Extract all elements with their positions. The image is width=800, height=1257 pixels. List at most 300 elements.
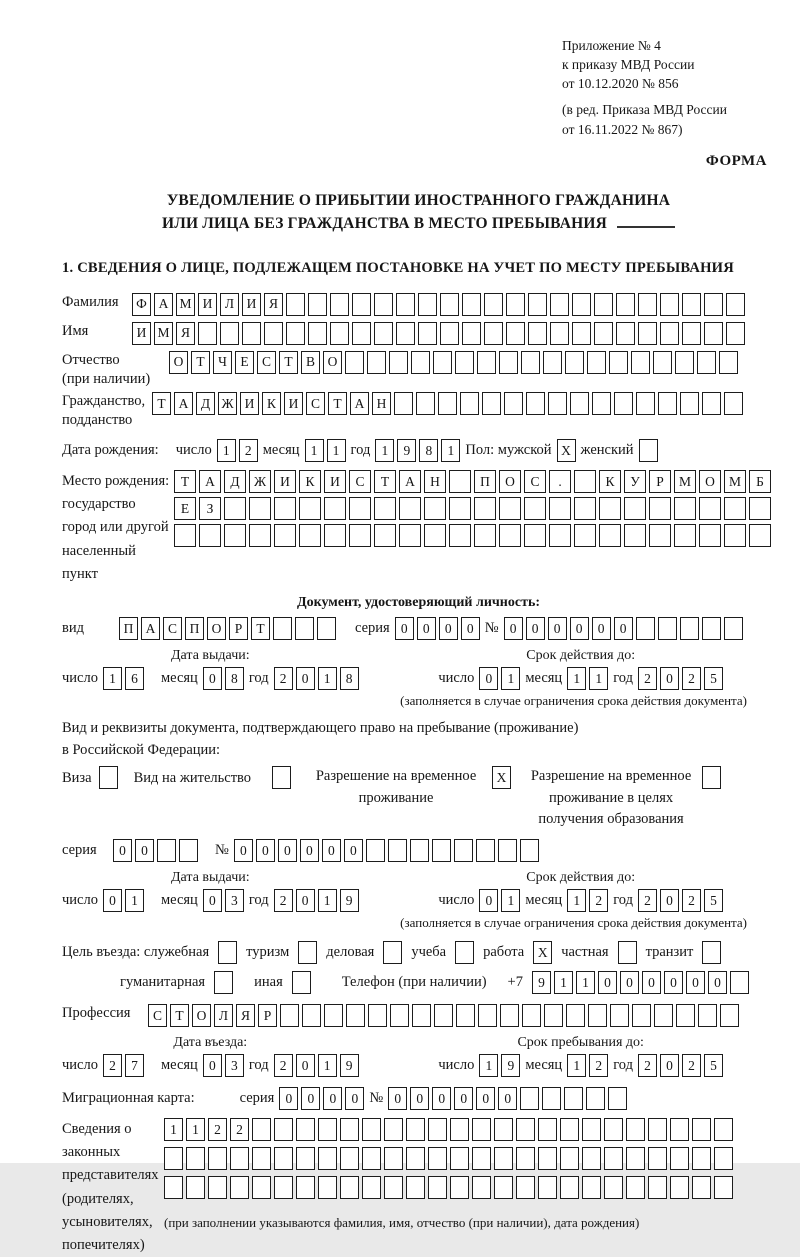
char-cell[interactable]: 1 bbox=[567, 667, 586, 690]
char-cell[interactable] bbox=[599, 497, 621, 520]
char-cell[interactable]: 9 bbox=[340, 889, 359, 912]
char-cell[interactable]: И bbox=[132, 322, 151, 345]
char-cell[interactable] bbox=[454, 839, 473, 862]
char-cell[interactable] bbox=[299, 524, 321, 547]
char-cell[interactable] bbox=[274, 524, 296, 547]
char-cell[interactable] bbox=[506, 322, 525, 345]
char-cell[interactable] bbox=[317, 617, 336, 640]
char-cell[interactable] bbox=[638, 322, 657, 345]
char-cell[interactable] bbox=[566, 1004, 585, 1027]
char-cell[interactable] bbox=[730, 971, 749, 994]
char-cell[interactable]: Б bbox=[749, 470, 771, 493]
char-cell[interactable] bbox=[230, 1176, 249, 1199]
char-cell[interactable] bbox=[724, 392, 743, 415]
char-cell[interactable] bbox=[208, 1176, 227, 1199]
char-cell[interactable] bbox=[472, 1176, 491, 1199]
char-cell[interactable] bbox=[692, 1176, 711, 1199]
char-cell[interactable]: Я bbox=[264, 293, 283, 316]
char-cell[interactable] bbox=[186, 1176, 205, 1199]
char-cell[interactable] bbox=[280, 1004, 299, 1027]
char-cell[interactable] bbox=[499, 497, 521, 520]
char-cell[interactable] bbox=[582, 1176, 601, 1199]
char-cell[interactable]: Ч bbox=[213, 351, 232, 374]
char-cell[interactable] bbox=[362, 1147, 381, 1170]
char-cell[interactable]: С bbox=[349, 470, 371, 493]
char-cell[interactable] bbox=[418, 293, 437, 316]
char-cell[interactable] bbox=[586, 1087, 605, 1110]
char-cell[interactable] bbox=[374, 497, 396, 520]
char-cell[interactable] bbox=[330, 322, 349, 345]
char-cell[interactable] bbox=[296, 1118, 315, 1141]
char-cell[interactable]: 0 bbox=[642, 971, 661, 994]
char-cell[interactable]: А bbox=[141, 617, 160, 640]
char-cell[interactable] bbox=[164, 1176, 183, 1199]
char-cell[interactable]: 0 bbox=[498, 1087, 517, 1110]
char-cell[interactable] bbox=[499, 351, 518, 374]
char-cell[interactable]: А bbox=[174, 392, 193, 415]
char-cell[interactable]: 2 bbox=[274, 889, 293, 912]
char-cell[interactable] bbox=[198, 322, 217, 345]
char-cell[interactable]: 0 bbox=[345, 1087, 364, 1110]
char-cell[interactable]: 0 bbox=[592, 617, 611, 640]
char-cell[interactable] bbox=[494, 1176, 513, 1199]
char-cell[interactable] bbox=[476, 839, 495, 862]
char-cell[interactable] bbox=[604, 1176, 623, 1199]
char-cell[interactable] bbox=[472, 1147, 491, 1170]
char-cell[interactable]: Р bbox=[229, 617, 248, 640]
char-cell[interactable] bbox=[274, 1118, 293, 1141]
char-cell[interactable] bbox=[412, 1004, 431, 1027]
char-cell[interactable] bbox=[428, 1147, 447, 1170]
char-cell[interactable]: 1 bbox=[441, 439, 460, 462]
char-cell[interactable]: X bbox=[533, 941, 552, 964]
char-cell[interactable] bbox=[749, 524, 771, 547]
char-cell[interactable] bbox=[638, 293, 657, 316]
char-cell[interactable] bbox=[434, 1004, 453, 1027]
char-cell[interactable]: Т bbox=[251, 617, 270, 640]
char-cell[interactable]: 0 bbox=[417, 617, 436, 640]
char-cell[interactable]: 0 bbox=[439, 617, 458, 640]
char-cell[interactable] bbox=[582, 1118, 601, 1141]
char-cell[interactable]: Д bbox=[196, 392, 215, 415]
char-cell[interactable] bbox=[592, 392, 611, 415]
char-cell[interactable] bbox=[433, 351, 452, 374]
char-cell[interactable] bbox=[626, 1147, 645, 1170]
char-cell[interactable]: 0 bbox=[598, 971, 617, 994]
char-cell[interactable] bbox=[199, 524, 221, 547]
char-cell[interactable] bbox=[349, 524, 371, 547]
char-cell[interactable]: А bbox=[399, 470, 421, 493]
char-cell[interactable]: 1 bbox=[554, 971, 573, 994]
char-cell[interactable] bbox=[494, 1147, 513, 1170]
char-cell[interactable]: И bbox=[242, 293, 261, 316]
char-cell[interactable]: 0 bbox=[461, 617, 480, 640]
char-cell[interactable]: 2 bbox=[589, 889, 608, 912]
char-cell[interactable] bbox=[549, 497, 571, 520]
char-cell[interactable] bbox=[440, 293, 459, 316]
char-cell[interactable]: 2 bbox=[239, 439, 258, 462]
char-cell[interactable] bbox=[389, 351, 408, 374]
char-cell[interactable]: 2 bbox=[638, 1054, 657, 1077]
char-cell[interactable]: А bbox=[199, 470, 221, 493]
char-cell[interactable]: 1 bbox=[501, 667, 520, 690]
char-cell[interactable] bbox=[292, 971, 311, 994]
char-cell[interactable]: Ж bbox=[218, 392, 237, 415]
char-cell[interactable] bbox=[418, 322, 437, 345]
char-cell[interactable] bbox=[367, 351, 386, 374]
char-cell[interactable] bbox=[550, 322, 569, 345]
char-cell[interactable] bbox=[286, 293, 305, 316]
char-cell[interactable] bbox=[548, 392, 567, 415]
char-cell[interactable] bbox=[574, 524, 596, 547]
char-cell[interactable]: 0 bbox=[344, 839, 363, 862]
char-cell[interactable] bbox=[472, 1118, 491, 1141]
char-cell[interactable] bbox=[544, 1004, 563, 1027]
char-cell[interactable]: С bbox=[148, 1004, 167, 1027]
char-cell[interactable] bbox=[560, 1147, 579, 1170]
char-cell[interactable] bbox=[526, 392, 545, 415]
char-cell[interactable] bbox=[230, 1147, 249, 1170]
char-cell[interactable]: Т bbox=[328, 392, 347, 415]
char-cell[interactable] bbox=[616, 322, 635, 345]
char-cell[interactable] bbox=[698, 1004, 717, 1027]
char-cell[interactable]: 0 bbox=[113, 839, 132, 862]
char-cell[interactable] bbox=[272, 766, 291, 789]
char-cell[interactable] bbox=[560, 1118, 579, 1141]
char-cell[interactable]: 0 bbox=[103, 889, 122, 912]
char-cell[interactable] bbox=[702, 392, 721, 415]
char-cell[interactable] bbox=[522, 1004, 541, 1027]
char-cell[interactable] bbox=[432, 839, 451, 862]
char-cell[interactable]: О bbox=[192, 1004, 211, 1027]
char-cell[interactable]: 0 bbox=[296, 1054, 315, 1077]
char-cell[interactable] bbox=[724, 617, 743, 640]
char-cell[interactable] bbox=[362, 1176, 381, 1199]
char-cell[interactable] bbox=[704, 293, 723, 316]
char-cell[interactable] bbox=[208, 1147, 227, 1170]
char-cell[interactable] bbox=[450, 1147, 469, 1170]
char-cell[interactable]: 0 bbox=[301, 1087, 320, 1110]
char-cell[interactable] bbox=[345, 351, 364, 374]
char-cell[interactable] bbox=[411, 351, 430, 374]
char-cell[interactable] bbox=[702, 617, 721, 640]
char-cell[interactable]: 1 bbox=[479, 1054, 498, 1077]
char-cell[interactable] bbox=[396, 293, 415, 316]
char-cell[interactable] bbox=[424, 497, 446, 520]
char-cell[interactable]: 0 bbox=[203, 1054, 222, 1077]
char-cell[interactable] bbox=[450, 1118, 469, 1141]
char-cell[interactable] bbox=[399, 524, 421, 547]
char-cell[interactable] bbox=[390, 1004, 409, 1027]
char-cell[interactable] bbox=[614, 392, 633, 415]
char-cell[interactable]: . bbox=[549, 470, 571, 493]
char-cell[interactable] bbox=[252, 1176, 271, 1199]
char-cell[interactable]: 0 bbox=[620, 971, 639, 994]
char-cell[interactable]: 5 bbox=[704, 667, 723, 690]
char-cell[interactable]: Т bbox=[170, 1004, 189, 1027]
char-cell[interactable] bbox=[719, 351, 738, 374]
char-cell[interactable]: О bbox=[323, 351, 342, 374]
char-cell[interactable] bbox=[660, 322, 679, 345]
char-cell[interactable]: 1 bbox=[375, 439, 394, 462]
char-cell[interactable] bbox=[550, 293, 569, 316]
char-cell[interactable]: Л bbox=[214, 1004, 233, 1027]
char-cell[interactable] bbox=[286, 322, 305, 345]
char-cell[interactable]: 0 bbox=[614, 617, 633, 640]
char-cell[interactable]: Т bbox=[279, 351, 298, 374]
char-cell[interactable]: 0 bbox=[476, 1087, 495, 1110]
char-cell[interactable] bbox=[500, 1004, 519, 1027]
char-cell[interactable]: 1 bbox=[164, 1118, 183, 1141]
char-cell[interactable]: Р bbox=[649, 470, 671, 493]
char-cell[interactable]: 0 bbox=[479, 667, 498, 690]
char-cell[interactable]: 7 bbox=[125, 1054, 144, 1077]
char-cell[interactable]: П bbox=[119, 617, 138, 640]
char-cell[interactable]: 0 bbox=[410, 1087, 429, 1110]
char-cell[interactable] bbox=[474, 497, 496, 520]
char-cell[interactable]: С bbox=[306, 392, 325, 415]
char-cell[interactable]: 1 bbox=[186, 1118, 205, 1141]
char-cell[interactable] bbox=[308, 293, 327, 316]
char-cell[interactable] bbox=[340, 1176, 359, 1199]
char-cell[interactable] bbox=[449, 470, 471, 493]
char-cell[interactable] bbox=[528, 293, 547, 316]
char-cell[interactable] bbox=[330, 293, 349, 316]
char-cell[interactable] bbox=[362, 1118, 381, 1141]
char-cell[interactable] bbox=[302, 1004, 321, 1027]
char-cell[interactable] bbox=[384, 1176, 403, 1199]
char-cell[interactable] bbox=[506, 293, 525, 316]
char-cell[interactable] bbox=[682, 322, 701, 345]
char-cell[interactable] bbox=[484, 293, 503, 316]
char-cell[interactable] bbox=[346, 1004, 365, 1027]
char-cell[interactable]: 1 bbox=[305, 439, 324, 462]
char-cell[interactable] bbox=[406, 1147, 425, 1170]
char-cell[interactable] bbox=[456, 1004, 475, 1027]
char-cell[interactable] bbox=[274, 1147, 293, 1170]
char-cell[interactable] bbox=[549, 524, 571, 547]
char-cell[interactable] bbox=[524, 497, 546, 520]
char-cell[interactable]: 2 bbox=[208, 1118, 227, 1141]
char-cell[interactable]: 0 bbox=[203, 667, 222, 690]
char-cell[interactable]: Я bbox=[176, 322, 195, 345]
char-cell[interactable]: Ф bbox=[132, 293, 151, 316]
char-cell[interactable] bbox=[648, 1176, 667, 1199]
char-cell[interactable]: 0 bbox=[234, 839, 253, 862]
char-cell[interactable]: Я bbox=[236, 1004, 255, 1027]
char-cell[interactable]: М bbox=[176, 293, 195, 316]
char-cell[interactable] bbox=[699, 524, 721, 547]
char-cell[interactable]: 9 bbox=[397, 439, 416, 462]
char-cell[interactable] bbox=[565, 351, 584, 374]
char-cell[interactable]: 1 bbox=[103, 667, 122, 690]
char-cell[interactable]: 1 bbox=[125, 889, 144, 912]
char-cell[interactable]: 3 bbox=[225, 889, 244, 912]
char-cell[interactable]: Т bbox=[191, 351, 210, 374]
char-cell[interactable] bbox=[308, 322, 327, 345]
char-cell[interactable]: П bbox=[474, 470, 496, 493]
char-cell[interactable] bbox=[449, 524, 471, 547]
char-cell[interactable]: 0 bbox=[686, 971, 705, 994]
char-cell[interactable]: 0 bbox=[395, 617, 414, 640]
char-cell[interactable]: 0 bbox=[388, 1087, 407, 1110]
char-cell[interactable]: 1 bbox=[217, 439, 236, 462]
char-cell[interactable] bbox=[649, 497, 671, 520]
char-cell[interactable]: 0 bbox=[322, 839, 341, 862]
char-cell[interactable]: 0 bbox=[296, 667, 315, 690]
char-cell[interactable] bbox=[610, 1004, 629, 1027]
char-cell[interactable]: 0 bbox=[296, 889, 315, 912]
char-cell[interactable] bbox=[324, 1004, 343, 1027]
char-cell[interactable] bbox=[524, 524, 546, 547]
char-cell[interactable]: И bbox=[198, 293, 217, 316]
char-cell[interactable] bbox=[249, 497, 271, 520]
char-cell[interactable] bbox=[218, 941, 237, 964]
char-cell[interactable] bbox=[474, 524, 496, 547]
char-cell[interactable] bbox=[582, 1147, 601, 1170]
char-cell[interactable]: 1 bbox=[318, 667, 337, 690]
char-cell[interactable]: К bbox=[599, 470, 621, 493]
char-cell[interactable] bbox=[624, 497, 646, 520]
char-cell[interactable]: 1 bbox=[567, 889, 586, 912]
char-cell[interactable]: М bbox=[154, 322, 173, 345]
char-cell[interactable] bbox=[720, 1004, 739, 1027]
char-cell[interactable] bbox=[220, 322, 239, 345]
char-cell[interactable] bbox=[587, 351, 606, 374]
char-cell[interactable]: 1 bbox=[589, 667, 608, 690]
char-cell[interactable] bbox=[477, 351, 496, 374]
char-cell[interactable]: 8 bbox=[225, 667, 244, 690]
char-cell[interactable] bbox=[670, 1176, 689, 1199]
char-cell[interactable] bbox=[516, 1147, 535, 1170]
char-cell[interactable] bbox=[588, 1004, 607, 1027]
char-cell[interactable] bbox=[299, 497, 321, 520]
char-cell[interactable] bbox=[179, 839, 198, 862]
char-cell[interactable] bbox=[542, 1087, 561, 1110]
char-cell[interactable] bbox=[406, 1176, 425, 1199]
char-cell[interactable] bbox=[318, 1176, 337, 1199]
char-cell[interactable] bbox=[636, 617, 655, 640]
char-cell[interactable]: 2 bbox=[682, 1054, 701, 1077]
char-cell[interactable] bbox=[416, 392, 435, 415]
char-cell[interactable] bbox=[214, 971, 233, 994]
char-cell[interactable]: 1 bbox=[501, 889, 520, 912]
char-cell[interactable] bbox=[274, 497, 296, 520]
char-cell[interactable]: 0 bbox=[454, 1087, 473, 1110]
char-cell[interactable]: 9 bbox=[501, 1054, 520, 1077]
char-cell[interactable]: И bbox=[240, 392, 259, 415]
char-cell[interactable] bbox=[660, 293, 679, 316]
char-cell[interactable] bbox=[455, 941, 474, 964]
char-cell[interactable] bbox=[273, 617, 292, 640]
char-cell[interactable] bbox=[538, 1118, 557, 1141]
char-cell[interactable] bbox=[636, 392, 655, 415]
char-cell[interactable]: 1 bbox=[318, 889, 337, 912]
char-cell[interactable] bbox=[631, 351, 650, 374]
char-cell[interactable]: И bbox=[324, 470, 346, 493]
char-cell[interactable] bbox=[704, 322, 723, 345]
char-cell[interactable] bbox=[670, 1118, 689, 1141]
char-cell[interactable] bbox=[699, 497, 721, 520]
char-cell[interactable]: 2 bbox=[103, 1054, 122, 1077]
char-cell[interactable]: 9 bbox=[340, 1054, 359, 1077]
char-cell[interactable]: А bbox=[154, 293, 173, 316]
char-cell[interactable] bbox=[572, 293, 591, 316]
char-cell[interactable] bbox=[702, 766, 721, 789]
char-cell[interactable] bbox=[478, 1004, 497, 1027]
char-cell[interactable]: С bbox=[257, 351, 276, 374]
char-cell[interactable]: 2 bbox=[638, 889, 657, 912]
char-cell[interactable]: А bbox=[350, 392, 369, 415]
char-cell[interactable] bbox=[692, 1118, 711, 1141]
char-cell[interactable]: Т bbox=[174, 470, 196, 493]
char-cell[interactable] bbox=[340, 1147, 359, 1170]
char-cell[interactable] bbox=[516, 1118, 535, 1141]
char-cell[interactable] bbox=[428, 1176, 447, 1199]
char-cell[interactable] bbox=[438, 392, 457, 415]
char-cell[interactable] bbox=[520, 839, 539, 862]
char-cell[interactable] bbox=[498, 839, 517, 862]
char-cell[interactable]: Н bbox=[372, 392, 391, 415]
char-cell[interactable]: 1 bbox=[576, 971, 595, 994]
char-cell[interactable] bbox=[352, 293, 371, 316]
char-cell[interactable] bbox=[264, 322, 283, 345]
char-cell[interactable] bbox=[676, 1004, 695, 1027]
char-cell[interactable]: Ж bbox=[249, 470, 271, 493]
char-cell[interactable] bbox=[352, 322, 371, 345]
char-cell[interactable] bbox=[726, 293, 745, 316]
char-cell[interactable] bbox=[560, 1176, 579, 1199]
char-cell[interactable] bbox=[658, 617, 677, 640]
char-cell[interactable] bbox=[384, 1118, 403, 1141]
char-cell[interactable] bbox=[450, 1176, 469, 1199]
char-cell[interactable]: 2 bbox=[274, 667, 293, 690]
char-cell[interactable] bbox=[484, 322, 503, 345]
char-cell[interactable] bbox=[318, 1118, 337, 1141]
char-cell[interactable] bbox=[574, 470, 596, 493]
char-cell[interactable]: 1 bbox=[327, 439, 346, 462]
char-cell[interactable] bbox=[296, 1147, 315, 1170]
char-cell[interactable]: П bbox=[185, 617, 204, 640]
char-cell[interactable] bbox=[599, 524, 621, 547]
char-cell[interactable] bbox=[449, 497, 471, 520]
char-cell[interactable] bbox=[388, 839, 407, 862]
char-cell[interactable] bbox=[186, 1147, 205, 1170]
char-cell[interactable] bbox=[516, 1176, 535, 1199]
char-cell[interactable] bbox=[564, 1087, 583, 1110]
char-cell[interactable] bbox=[675, 351, 694, 374]
char-cell[interactable] bbox=[494, 1118, 513, 1141]
char-cell[interactable] bbox=[714, 1147, 733, 1170]
char-cell[interactable]: 0 bbox=[300, 839, 319, 862]
char-cell[interactable]: 5 bbox=[704, 889, 723, 912]
char-cell[interactable]: О bbox=[169, 351, 188, 374]
char-cell[interactable]: И bbox=[284, 392, 303, 415]
char-cell[interactable] bbox=[298, 941, 317, 964]
char-cell[interactable] bbox=[702, 941, 721, 964]
char-cell[interactable] bbox=[428, 1118, 447, 1141]
char-cell[interactable] bbox=[164, 1147, 183, 1170]
char-cell[interactable]: 2 bbox=[589, 1054, 608, 1077]
char-cell[interactable]: Е bbox=[235, 351, 254, 374]
char-cell[interactable]: 0 bbox=[664, 971, 683, 994]
char-cell[interactable] bbox=[714, 1118, 733, 1141]
char-cell[interactable]: 0 bbox=[479, 889, 498, 912]
char-cell[interactable]: Д bbox=[224, 470, 246, 493]
char-cell[interactable] bbox=[570, 392, 589, 415]
char-cell[interactable] bbox=[424, 524, 446, 547]
char-cell[interactable] bbox=[674, 524, 696, 547]
